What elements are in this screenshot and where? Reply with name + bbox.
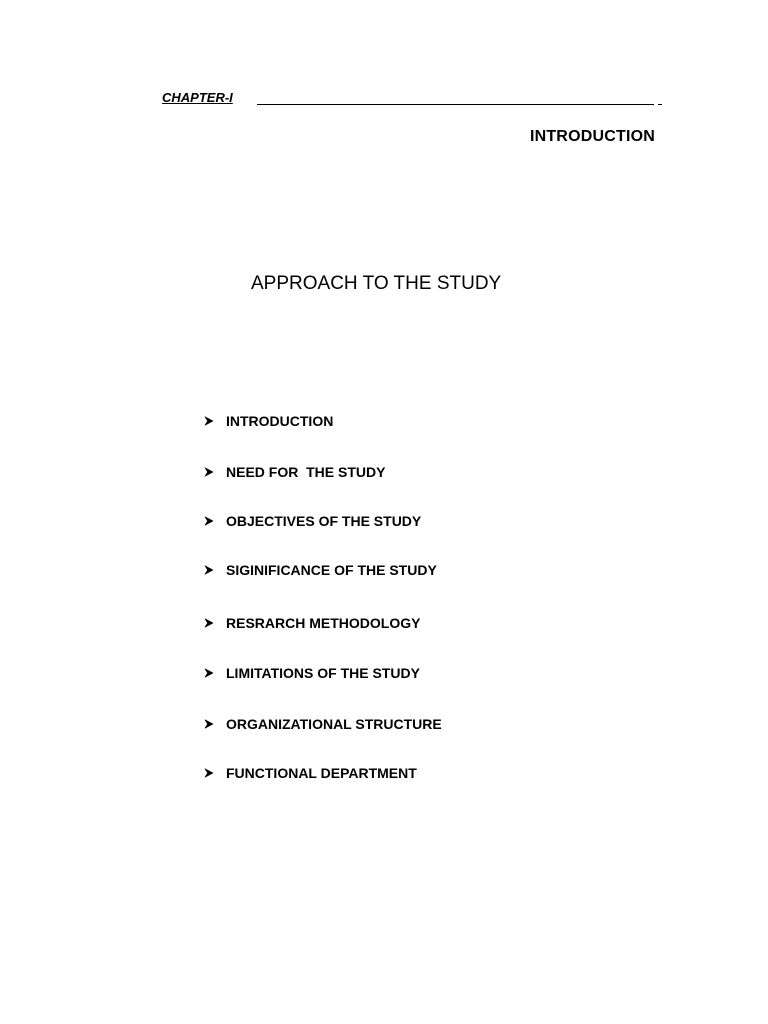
arrow-bullet-icon <box>204 416 214 426</box>
list-item-label: FUNCTIONAL DEPARTMENT <box>226 765 417 781</box>
list-item-label: ORGANIZATIONAL STRUCTURE <box>226 716 442 732</box>
approach-title: APPROACH TO THE STUDY <box>251 273 502 294</box>
arrow-bullet-icon <box>204 565 214 575</box>
arrow-bullet-icon <box>204 618 214 628</box>
arrow-bullet-icon <box>204 668 214 678</box>
arrow-bullet-icon <box>204 719 214 729</box>
list-item-label: RESRARCH METHODOLOGY <box>226 615 421 631</box>
chapter-header <box>162 90 662 110</box>
list-item-label: NEED FOR THE STUDY <box>226 464 386 480</box>
chapter-label: CHAPTER-I <box>162 90 233 105</box>
arrow-bullet-icon <box>204 467 214 477</box>
list-item-label: INTRODUCTION <box>226 413 334 429</box>
chapter-header-rule-end <box>658 104 662 105</box>
arrow-bullet-icon <box>204 516 214 526</box>
list-item-label: SIGINIFICANCE OF THE STUDY <box>226 562 437 578</box>
chapter-header-rule <box>257 104 654 105</box>
list-item-label: LIMITATIONS OF THE STUDY <box>226 665 420 681</box>
arrow-bullet-icon <box>204 768 214 778</box>
list-item-label: OBJECTIVES OF THE STUDY <box>226 513 422 529</box>
section-title: INTRODUCTION <box>529 128 655 145</box>
